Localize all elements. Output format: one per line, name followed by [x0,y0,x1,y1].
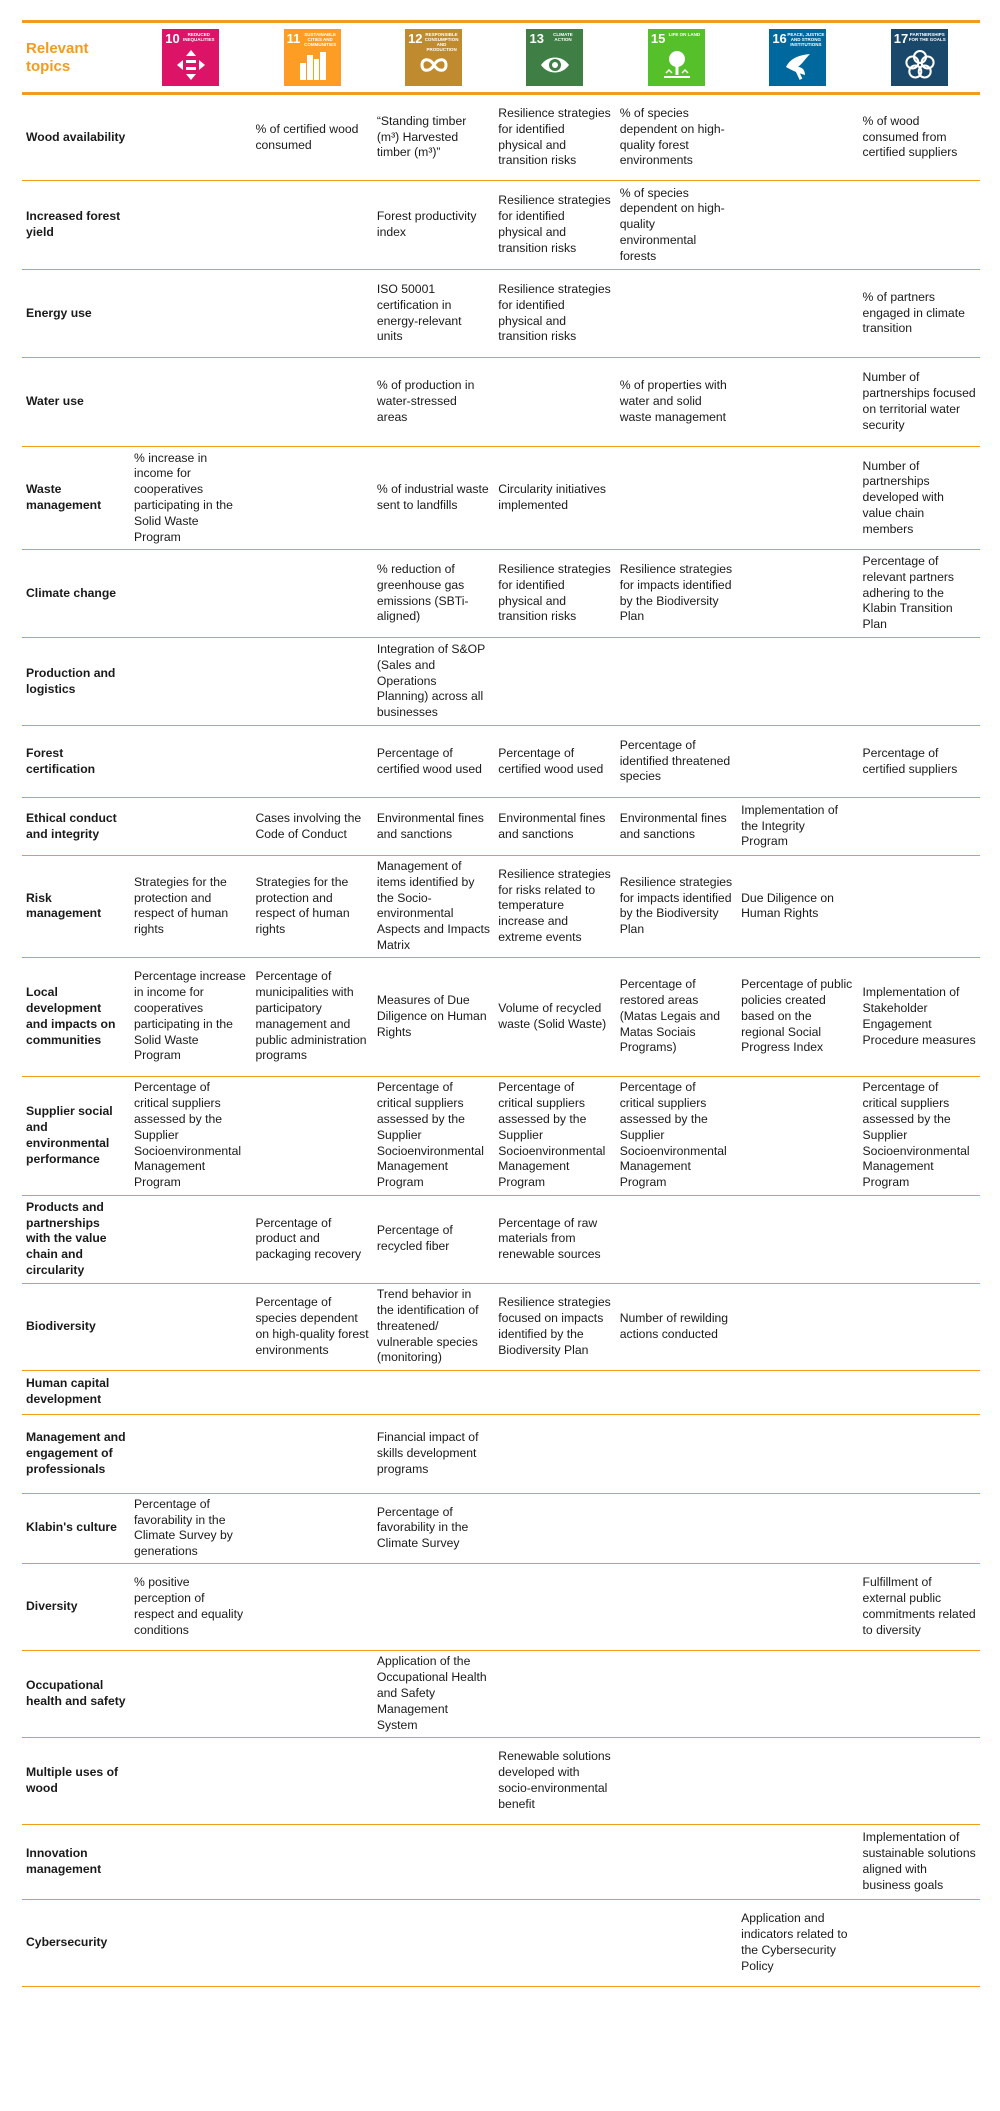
indicator-cell [859,1650,980,1737]
indicator-cell [130,1283,251,1370]
indicator-cell [251,1563,372,1650]
relevant-topics-header: Relevant topics [22,22,130,94]
indicator-cell: % reduction of greenhouse gas emissions (SBTi-aligned) [376,561,469,624]
sdg-11-badge [284,29,341,86]
indicator-cell [251,1370,372,1414]
indicator-cell: Number of partnerships developed with value chain members [862,458,944,536]
indicator-cell [859,1737,980,1824]
indicator-cell [859,1370,980,1414]
indicator-cell: Strategies for the protection and respect of human rights [134,874,229,937]
indicator-cell: Environmental fines and sanctions [376,810,484,841]
indicator-cell [130,358,251,447]
indicator-cell [616,270,737,358]
sdg-13-header [494,22,615,94]
indicator-cell [859,798,980,856]
topic-label: Waste management [26,482,102,512]
indicator-cell: ISO 50001 certification in energy-relevant units [376,281,462,344]
indicator-cell [859,1283,980,1370]
indicator-cell [251,270,372,358]
indicator-cell: Resilience strategies for identified physical and transition risks [498,561,611,624]
sdg-11-header [251,22,372,94]
indicator-cell [616,1563,737,1650]
table-row [22,957,980,1076]
indicator-cell: Application and indicators related to the Cybersecurity Policy [741,1911,848,1973]
indicator-cell [616,1370,737,1414]
sdg-number: 15 [650,31,666,46]
table-row [22,1283,980,1370]
table-row [22,726,980,798]
indicator-cell: Cases involving the Code of Conduct [255,810,362,841]
topic-label: Innovation management [26,1846,102,1876]
indicator-cell [130,1650,251,1737]
sdg-number: 10 [165,31,180,46]
indicator-cell: Percentage of recycled fiber [376,1223,453,1254]
indicator-cell: Resilience strategies for risks related to temperature increase and extreme events [498,866,611,945]
indicator-cell: Resilience strategies for impacts identified by the Biodiversity Plan [619,561,733,624]
table-row [22,1195,980,1283]
indicator-cell [737,1563,858,1650]
indicator-cell [859,638,980,726]
indicator-cell [737,270,858,358]
sdg-title: SUSTAINABLE CITIES AND COMMUNITIES [304,32,337,47]
sdg-title: LIFE ON LAND [668,32,701,37]
indicator-cell [737,1493,858,1563]
indicator-cell [737,1737,858,1824]
indicator-cell [251,1824,372,1899]
table-row [22,798,980,856]
indicator-cell: Management of items identified by the Socio-environmental Aspects and Impacts Matrix [376,859,490,952]
indicator-cell [373,1737,494,1824]
indicator-cell: Resilience strategies for identified physical and transition risks [498,193,611,255]
indicator-cell [494,1414,615,1493]
topic-label: Occupational health and safety [26,1678,126,1708]
indicator-cell [494,638,615,726]
indicator-cell: Resilience strategies for identified physical and transition risks [498,281,611,344]
indicator-cell: Percentage of raw materials from renewable sources [498,1215,601,1262]
topic-label: Diversity [26,1599,78,1614]
topic-label: Products and partnerships with the value chain and circularity [26,1199,107,1277]
indicator-cell [616,1737,737,1824]
indicator-cell: % positive perception of respect and equality conditions [134,1575,244,1637]
topic-label: Supplier social and environmental performance [26,1104,113,1166]
indicator-cell: % of production in water-stressed areas [376,378,475,424]
indicator-cell [251,447,372,550]
table-row [22,1076,980,1195]
indicator-cell [859,1414,980,1493]
indicator-cell: Number of rewilding actions conducted [619,1310,729,1341]
indicator-cell: Percentage of critical suppliers assessed by the Supplier Socioenvironmental Management Program [862,1080,970,1190]
indicator-cell [251,181,372,270]
indicator-cell: % of properties with water and solid waste management [619,378,727,424]
topic-label: Biodiversity [26,1318,96,1333]
sdg-title: CLIMATE ACTION [553,32,573,42]
sdg-15-badge [648,29,705,86]
sdg-12-badge [405,29,462,86]
indicator-cell: % of certified wood consumed [255,121,359,152]
indicator-cell [737,1650,858,1737]
topic-label: Climate change [26,585,117,600]
header-row [22,22,980,94]
indicator-cell [130,726,251,798]
indicator-cell: % of industrial waste sent to landfills [376,482,489,512]
table-row [22,1493,980,1563]
indicator-cell [616,1824,737,1899]
indicator-cell [130,798,251,856]
indicator-cell [251,1899,372,1986]
table-row [22,856,980,958]
indicator-cell [859,856,980,958]
indicator-cell: Integration of S&OP (Sales and Operations Planning) across all businesses [376,642,486,720]
indicator-cell [494,1824,615,1899]
sdg-number: 16 [772,31,787,46]
topic-label: Cybersecurity [26,1935,108,1950]
topic-label: Ethical conduct and integrity [26,810,117,841]
sdg-17-header [859,22,980,94]
indicator-cell [494,1563,615,1650]
indicator-cell [859,1195,980,1283]
indicator-cell [130,1370,251,1414]
indicator-cell: Percentage of municipalities with participatory management and public administration programs [255,969,367,1063]
indicator-cell: Circularity initiatives implemented [498,482,606,512]
table-row [22,1824,980,1899]
table-row [22,181,980,270]
indicator-cell: Resilience strategies for impacts identified by the Biodiversity Plan [619,874,733,937]
indicator-cell [251,638,372,726]
indicator-cell [737,638,858,726]
table-row [22,270,980,358]
indicator-cell [251,1650,372,1737]
indicator-cell: Percentage of critical suppliers assessed by the Supplier Socioenvironmental Management Program [376,1080,484,1190]
topic-label: Energy use [26,305,92,320]
topic-label: Local development and impacts on communities [26,985,116,1047]
indicator-cell: “Standing timber (m³) Harvested timber (m³)” [376,113,467,160]
indicator-cell: Application of the Occupational Health and Safety Management System [376,1654,487,1732]
indicator-cell [616,638,737,726]
sdg-10-badge [162,29,219,86]
indicator-cell [616,1650,737,1737]
table-row [22,1737,980,1824]
indicator-cell [494,1493,615,1563]
topic-label: Klabin's culture [26,1520,117,1535]
indicator-cell: Trend behavior in the identification of threatened/ vulnerable species (monitoring) [376,1287,479,1365]
indicator-cell: Environmental fines and sanctions [498,810,606,841]
indicator-cell [737,550,858,638]
table-row [22,638,980,726]
indicator-cell [616,1414,737,1493]
indicator-cell [494,358,615,447]
table-row [22,1899,980,1986]
sdg-title: RESPONSIBLE CONSUMPTION AND PRODUCTION [424,32,459,52]
indicator-cell: Strategies for the protection and respect of human rights [255,874,350,937]
indicator-cell: Fulfillment of external public commitments related to diversity [862,1575,976,1637]
sdg-number: 13 [529,31,544,46]
indicator-cell: Percentage increase in income for cooperatives participating in the Solid Waste Program [134,969,246,1063]
indicator-cell: Volume of recycled waste (Solid Waste) [498,1000,607,1031]
indicator-cell: Due Diligence on Human Rights [741,890,834,921]
indicator-cell [737,358,858,447]
indicator-cell [373,1370,494,1414]
indicator-cell [251,1076,372,1195]
indicator-cell: Percentage of product and packaging recovery [255,1215,362,1262]
indicator-cell [737,94,858,181]
sdg-title: PEACE, JUSTICE AND STRONG INSTITUTIONS [787,32,825,47]
indicator-cell [737,1414,858,1493]
indicator-cell: Implementation of sustainable solutions aligned with business goals [862,1830,976,1892]
indicator-cell: Forest productivity index [376,209,477,239]
topic-label: Water use [26,394,84,409]
topic-label: Production and logistics [26,665,116,696]
indicator-cell: Percentage of species dependent on high-quality forest environments [255,1295,369,1357]
indicator-cell [737,1283,858,1370]
indicator-cell [251,550,372,638]
indicator-cell: % of partners engaged in climate transition [862,289,965,336]
sdg-16-header [737,22,858,94]
indicator-cell: Environmental fines and sanctions [619,810,727,841]
indicator-cell: Implementation of Stakeholder Engagement Procedure measures [862,985,976,1047]
indicator-cell [616,1899,737,1986]
indicator-cell: Percentage of relevant partners adhering to the Klabin Transition Plan [862,554,955,632]
sdg-17-badge [891,29,948,86]
indicator-cell [859,181,980,270]
table-row [22,1563,980,1650]
indicator-cell [737,1824,858,1899]
indicator-cell: Percentage of favorability in the Climate Survey [376,1504,469,1551]
indicator-cell [737,1076,858,1195]
indicator-cell [494,1650,615,1737]
table-row [22,1414,980,1493]
indicator-cell: Percentage of certified wood used [498,745,604,776]
indicator-cell [494,1370,615,1414]
sdg-number: 17 [893,31,909,46]
indicator-cell [251,1737,372,1824]
topic-label: Human capital development [26,1376,110,1407]
topic-label: Multiple uses of wood [26,1765,119,1795]
indicator-cell [130,1414,251,1493]
indicator-cell: Resilience strategies focused on impacts identified by the Biodiversity Plan [498,1295,611,1357]
sdg-title: REDUCED INEQUALITIES [182,32,215,42]
indicator-cell: Percentage of critical suppliers assessed by the Supplier Socioenvironmental Management Program [619,1080,727,1190]
topic-label: Risk management [26,890,102,921]
indicator-cell [859,1493,980,1563]
indicator-cell [494,1899,615,1986]
indicator-cell [616,1195,737,1283]
indicator-cell: Percentage of certified wood used [376,745,482,776]
indicator-cell [737,726,858,798]
indicator-cell [737,1195,858,1283]
table-row [22,358,980,447]
indicator-cell [130,638,251,726]
indicator-cell [737,181,858,270]
indicator-cell: Percentage of critical suppliers assessed by the Supplier Socioenvironmental Management Program [134,1080,242,1190]
indicator-cell [373,1824,494,1899]
indicator-cell [251,726,372,798]
indicator-cell [737,447,858,550]
indicator-cell: Percentage of certified suppliers [862,745,958,776]
sdg-12-header [373,22,494,94]
indicator-cell: Percentage of identified threatened species [619,737,731,784]
indicator-cell [616,1493,737,1563]
indicator-cell [130,1824,251,1899]
sdg-13-badge [526,29,583,86]
indicator-cell [251,1414,372,1493]
indicator-cell [737,1370,858,1414]
table-row [22,550,980,638]
indicator-cell [130,270,251,358]
table-row [22,1650,980,1737]
indicator-cell [859,1899,980,1986]
indicator-cell: Percentage of restored areas (Matas Legais and Matas Sociais Programs) [619,977,720,1055]
topic-label: Increased forest yield [26,209,121,239]
indicator-cell [130,1195,251,1283]
indicator-cell [130,1899,251,1986]
indicator-cell: % of species dependent on high-quality environmental forests [619,185,725,263]
sdg-number: 12 [408,31,423,46]
sdg-15-header [616,22,737,94]
topic-label: Wood availability [26,129,126,144]
indicator-cell: Percentage of critical suppliers assessed by the Supplier Socioenvironmental Management Program [498,1080,606,1190]
indicator-cell: Financial impact of skills development programs [376,1430,479,1476]
indicator-cell [373,1899,494,1986]
sdg-title: PARTNERSHIPS FOR THE GOALS [908,32,946,42]
indicator-cell: Percentage of favorability in the Climate Survey by generations [134,1496,233,1559]
table-row [22,94,980,181]
indicator-cell [251,358,372,447]
topic-label: Forest certification [26,745,96,776]
indicator-cell [251,1493,372,1563]
sdg-16-badge [769,29,826,86]
table-row [22,447,980,550]
sdg-10-header [130,22,251,94]
indicator-cell [130,181,251,270]
indicator-cell: Implementation of the Integrity Program [741,802,839,849]
sdg-number: 11 [286,31,301,46]
indicator-cell: Percentage of public policies created based on the regional Social Progress Index [741,977,853,1055]
indicator-cell: Measures of Due Diligence on Human Rights [376,993,487,1039]
indicator-cell: Renewable solutions developed with socio-environmental benefit [498,1749,611,1811]
sdg-topics-table [22,20,980,1987]
indicator-cell [130,94,251,181]
indicator-cell: Resilience strategies for identified physical and transition risks [498,105,611,168]
indicator-cell: Number of partnerships focused on territorial water security [862,370,976,432]
table-row [22,1370,980,1414]
topic-label: Management and engagement of professionals [26,1430,126,1476]
indicator-cell: % increase in income for cooperatives participating in the Solid Waste Program [134,450,233,544]
indicator-cell: % of species dependent on high-quality forest environments [619,105,725,168]
indicator-cell [130,550,251,638]
indicator-cell [373,1563,494,1650]
indicator-cell: % of wood consumed from certified suppliers [862,113,958,160]
indicator-cell [616,447,737,550]
indicator-cell [130,1737,251,1824]
